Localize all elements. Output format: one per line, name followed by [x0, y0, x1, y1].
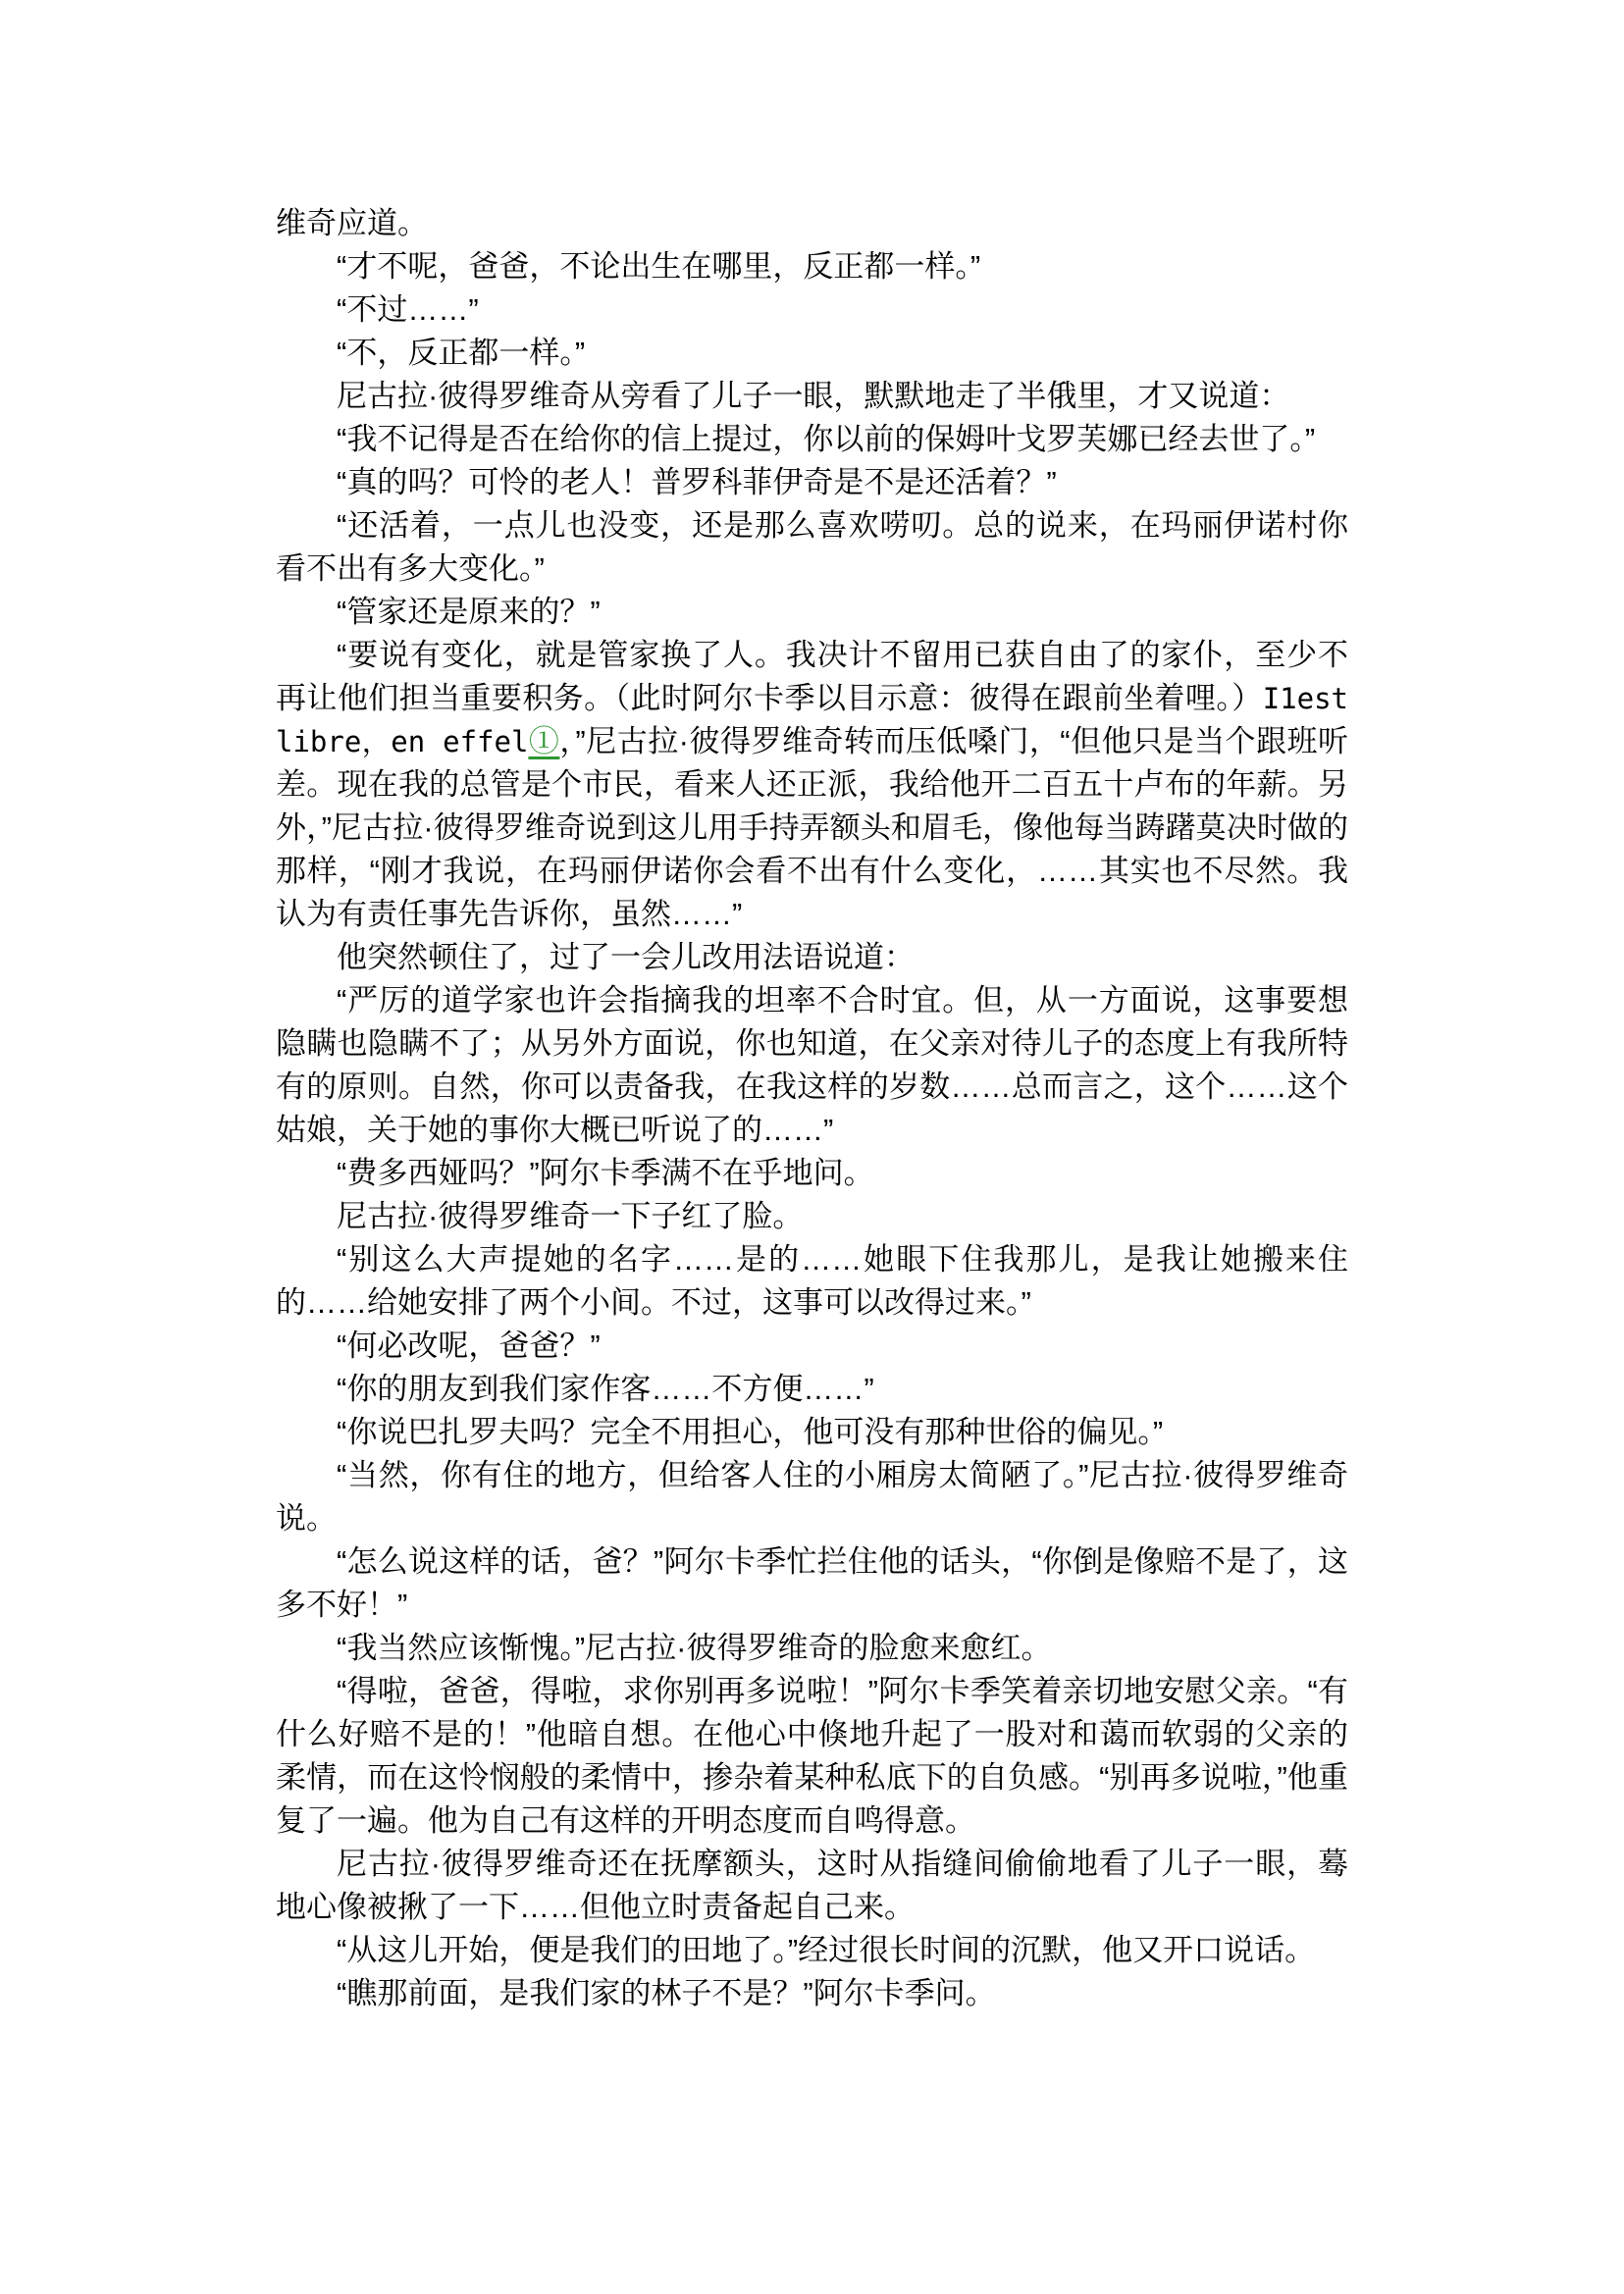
paragraph	[276, 1843, 1348, 1929]
text-run: “我不记得是否在给你的信上提过，你以前的保姆叶戈罗芙娜已经去世了。”	[337, 422, 1316, 456]
text-run: “从这儿开始，便是我们的田地了。”经过很长时间的沉默，他又开口说话。	[337, 1933, 1316, 1967]
paragraph	[276, 634, 1348, 936]
text-run: 尼古拉·彼得罗维奇一下子红了脸。	[337, 1199, 804, 1233]
paragraph	[276, 979, 1348, 1152]
text-run: “得啦，爸爸，得啦，求你别再多说啦！”阿尔卡季笑着亲切地安慰父亲。“有什么好赔不是的！”他暗自想。在他心中倏地升起了一股对和蔼而软弱的父亲的柔情，而在这怜悯般的柔情中，掺杂着某种私底下的自负感。“别再多说啦，”他重复了一遍。他为自己有这样的开明态度而自鸣得意。	[276, 1674, 1348, 1838]
paragraph	[276, 936, 1348, 979]
text-run: “你说巴扎罗夫吗？完全不用担心，他可没有那种世俗的偏见。”	[337, 1415, 1164, 1449]
text-run: “你的朋友到我们家作客……不方便……”	[337, 1372, 874, 1406]
text-run: “何必改呢，爸爸？”	[337, 1329, 601, 1363]
text-block	[276, 202, 1348, 2015]
text-run: “别这么大声提她的名字……是的……她眼下住我那儿，是我让她搬来住的……给她安排了两个小间。不过，这事可以改得过来。”	[276, 1242, 1348, 1320]
text-run: 尼古拉·彼得罗维奇从旁看了儿子一眼，默默地走了半俄里，才又说道：	[337, 379, 1290, 413]
paragraph	[276, 1627, 1348, 1670]
paragraph	[276, 1454, 1348, 1540]
paragraph	[276, 332, 1348, 375]
footnote-marker-link[interactable]: ①	[528, 724, 560, 758]
paragraph	[276, 1195, 1348, 1238]
paragraph	[276, 375, 1348, 418]
paragraph	[276, 1670, 1348, 1843]
text-run: ，”尼古拉·彼得罗维奇转而压低嗓门，“但他只是当个跟班听差。现在我的总管是个市民，看来人还正派，我给他开二百五十卢布的年薪。另外，”尼古拉·彼得罗维奇说到这儿用手持弄额头和眉毛，像他每当踌躇莫决时做的那样，“刚才我说，在玛丽伊诺你会看不出有什么变化，……其实也不尽然。我认为有责任事先告诉你，虽然……”	[276, 724, 1349, 931]
paragraph	[276, 504, 1348, 591]
text-run: “严厉的道学家也许会指摘我的坦率不合时宜。但，从一方面说，这事要想隐瞒也隐瞒不了；从另外方面说，你也知道，在父亲对待儿子的态度上有我所特有的原则。自然，你可以责备我，在我这样的岁数……总而言之，这个……这个姑娘，关于她的事你大概已听说了的……”	[276, 983, 1348, 1147]
paragraph	[276, 461, 1348, 504]
paragraph	[276, 1152, 1348, 1195]
paragraph	[276, 202, 1348, 245]
text-run: “才不呢，爸爸，不论出生在哪里，反正都一样。”	[337, 249, 981, 284]
text-run: 尼古拉·彼得罗维奇还在抚摩额头，这时从指缝间偷偷地看了儿子一眼，蓦地心像被揪了一下……但他立时责备起自己来。	[276, 1847, 1348, 1924]
text-run: “怎么说这样的话，爸？”阿尔卡季忙拦住他的话头，“你倒是像赔不是了，这多不好！”	[276, 1544, 1348, 1622]
text-run: “瞧那前面，是我们家的林子不是？”阿尔卡季问。	[337, 1976, 996, 2010]
text-run: 维奇应道。	[276, 206, 428, 240]
text-run: “费多西娅吗？”阿尔卡季满不在乎地问。	[337, 1156, 874, 1190]
paragraph	[276, 591, 1348, 634]
text-run: “要说有变化，就是管家换了人。我决计不留用已获自由了的家仆，至少不再让他们担当重要积务。（此时阿尔卡季以目示意：彼得在跟前坐着哩。）	[276, 638, 1348, 715]
text-run: “还活着，一点儿也没变，还是那么喜欢唠叨。总的说来，在玛丽伊诺村你看不出有多大变化。”	[276, 508, 1348, 586]
paragraph	[276, 288, 1348, 332]
paragraph	[276, 1238, 1348, 1325]
text-run: 他突然顿住了，过了一会儿改用法语说道：	[337, 940, 915, 974]
text-run: “我当然应该惭愧。”尼古拉·彼得罗维奇的脸愈来愈红。	[337, 1631, 1052, 1665]
paragraph	[276, 1368, 1348, 1411]
latin-text-run: I1est libre，en effel	[276, 682, 1348, 758]
paragraph	[276, 1972, 1348, 2015]
paragraph	[276, 1540, 1348, 1627]
paragraph	[276, 1411, 1348, 1454]
paragraph	[276, 1325, 1348, 1368]
text-run: “真的吗？可怜的老人！普罗科菲伊奇是不是还活着？”	[337, 465, 1057, 499]
text-run: “不过……”	[337, 292, 479, 327]
text-run: “当然，你有住的地方，但给客人住的小厢房太简陋了。”尼古拉·彼得罗维奇说。	[276, 1458, 1348, 1536]
text-run: “管家还是原来的？”	[337, 595, 601, 629]
text-run: “不，反正都一样。”	[337, 336, 586, 370]
paragraph	[276, 418, 1348, 461]
paragraph	[276, 245, 1348, 288]
paragraph	[276, 1929, 1348, 1972]
